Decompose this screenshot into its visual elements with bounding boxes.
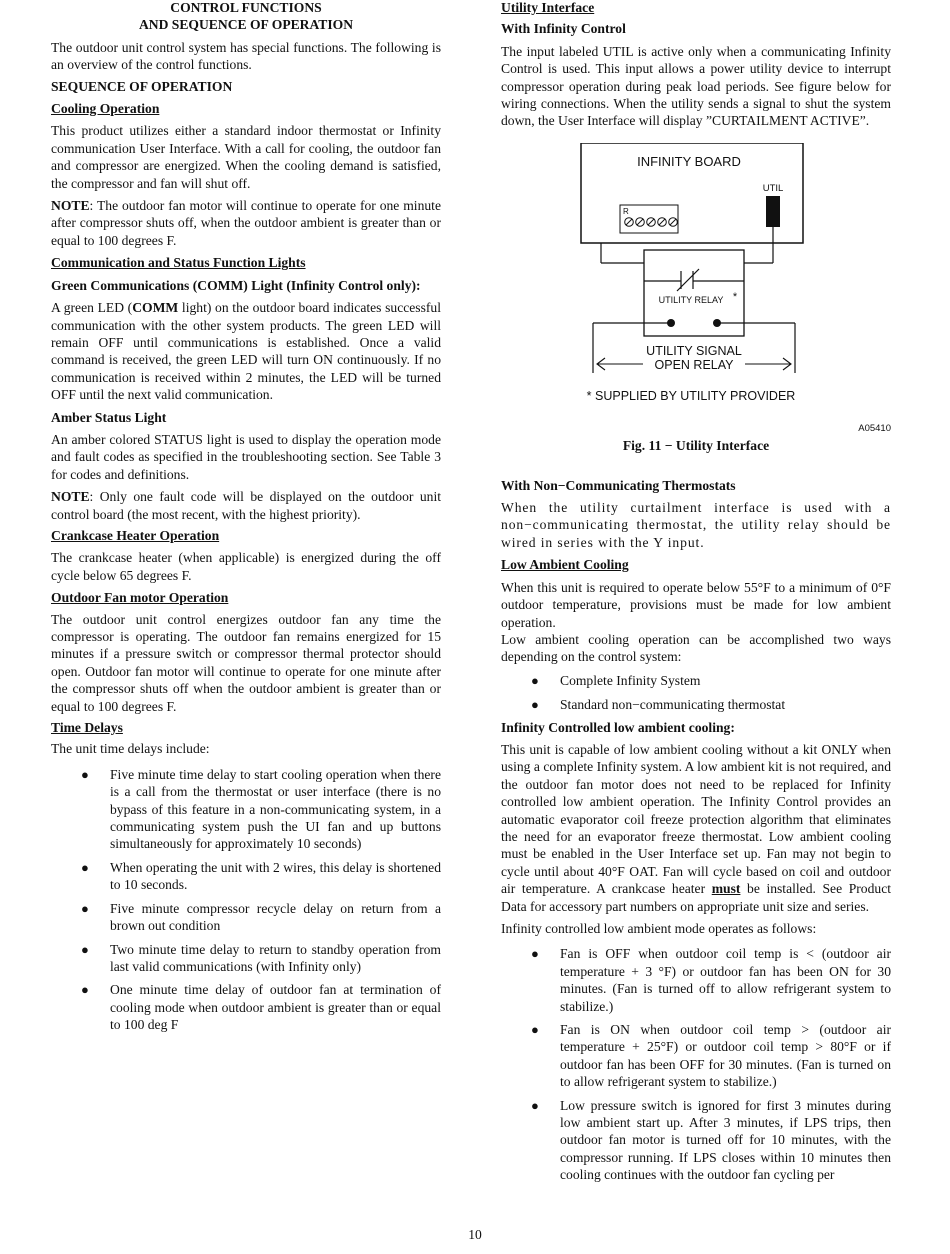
infinity-text-part: be installed. See Product Data for accessory part numbers on appropriate unit size and series. [501, 881, 892, 914]
non-communicating-text [501, 499, 891, 551]
sequence-heading: SEQUENCE OF OPERATION [51, 78, 233, 94]
infinity-board-label: INFINITY BOARD [637, 153, 741, 169]
list-item-text: When operating the unit with 2 wires, this delay is shortened to 10 seconds. [110, 859, 441, 893]
infinity-controlled-text [501, 741, 891, 915]
open-relay-label: OPEN RELAY [654, 357, 734, 372]
list-item [51, 859, 441, 894]
bullet-icon: ● [81, 859, 89, 875]
bullet-icon: ● [531, 1097, 539, 1113]
list-item-text: Complete Infinity System [560, 672, 701, 688]
crankcase-text: The crankcase heater (when applicable) is energized during the off cycle below 65 degrees F. [51, 550, 441, 583]
list-item-text: Low pressure switch is ignored for first 3 minutes during low ambient start up. After 3 minutes, if LPS trips, then outdoor fan motor is turned off for 10 minutes, with the compressor running. If LPS closes within 10 minutes then cooling continues with the outdoor fan cycling per [560, 1097, 891, 1183]
green-text-part: light) on the outdoor board indicates successful communication with the other system products. The green LED will remain OFF until communications is established. Once a valid command is received, the green LED will turn ON continuously. If no communication is received within 2 minutes, the LED will be turned OFF until the next valid communication. [51, 300, 441, 403]
list-item [501, 1021, 891, 1091]
utility-interface-heading: Utility Interface [501, 0, 595, 15]
non-communicating-heading: With Non−Communicating Thermostats [501, 477, 736, 493]
cooling-operation-text: This product utilizes either a standard indoor thermostat or Infinity communication User Interface. With a call for cooling, the outdoor fan and compressor are energized. When the cooling demand is satisfied, the compressor and fan will shut off. [51, 123, 441, 191]
terminal-screw-slot [659, 219, 665, 225]
page-number: 10 [468, 1227, 482, 1242]
low-ambient-ways: Low ambient cooling operation can be accomplished two ways depending on the control system: [501, 631, 891, 665]
note-cooling [51, 197, 441, 249]
list-item-text: Fan is OFF when outdoor coil temp is < (outdoor air temperature + 3 °F) or outdoor fan has been ON for 30 minutes. (Fan is turned off to allow refrigerant system to stabilize.) [560, 946, 891, 1014]
note-label: NOTE [51, 489, 90, 505]
low-ambient-mode-list [501, 945, 891, 1183]
utility-relay-label: UTILITY RELAY [658, 294, 724, 305]
green-comm-text [51, 299, 441, 403]
with-infinity-heading: With Infinity Control [501, 21, 626, 37]
amber-status-text: An amber colored STATUS light is used to display the operation mode and fault codes as specified in the troubleshooting section. See Table 3 for codes and definitions. [51, 431, 441, 482]
list-item [501, 945, 891, 1015]
terminal-screw-slot [670, 219, 676, 225]
utility-signal-label: UTILITY SIGNAL [646, 343, 742, 358]
left-column [51, 0, 441, 1034]
must-emphasis: must [711, 881, 741, 897]
outdoor-fan-heading: Outdoor Fan motor Operation [51, 590, 229, 606]
time-delays-intro: The unit time delays include: [51, 741, 210, 757]
note-label: NOTE [51, 198, 90, 214]
intro-paragraph: The outdoor unit control system has special functions. The following is an overview of the control functions. [51, 39, 441, 73]
supplied-by-note: * SUPPLIED BY UTILITY PROVIDER [586, 388, 796, 403]
list-item [51, 981, 441, 1033]
terminal-screws [625, 218, 678, 227]
bullet-icon: ● [531, 946, 539, 962]
list-item-text: Two minute time delay to return to standby operation from last valid communications (with Infinity only) [110, 941, 441, 974]
terminal-screw-slot [626, 219, 632, 225]
comm-status-heading: Communication and Status Function Lights [51, 255, 306, 271]
time-delays-list [51, 766, 441, 1034]
non-communicating-text-body: When the utility curtailment interface is used with a non−communicating thermostat, the utility relay should be wired in series with the Y input. [501, 500, 891, 550]
mode-intro: Infinity controlled low ambient mode operates as follows: [501, 921, 817, 936]
right-column [501, 0, 891, 1184]
section-title-line-1: CONTROL FUNCTIONS [170, 0, 322, 15]
low-ambient-text: When this unit is required to operate below 55°F to a minimum of 0°F outdoor temperature, provisions must be made for low ambient operation. [501, 579, 891, 630]
section-title-line-2: AND SEQUENCE OF OPERATION [138, 17, 354, 33]
figure-id: A05410 [858, 422, 891, 434]
green-comm-heading: Green Communications (COMM) Light (Infinity Control only): [51, 277, 421, 293]
list-item-text: Five minute compressor recycle delay on return from a brown out condition [110, 900, 441, 934]
time-delays-heading: Time Delays [51, 720, 123, 736]
list-item-text: One minute time delay of outdoor fan at termination of cooling mode when outdoor ambient is greater than or equal to 100 deg F [110, 982, 441, 1033]
bullet-icon: ● [531, 1022, 539, 1038]
bullet-icon: ● [81, 766, 89, 782]
comm-label: COMM [132, 300, 179, 316]
list-item [51, 766, 441, 853]
list-item [501, 672, 891, 689]
list-item-text: Five minute time delay to start cooling operation when there is a call from the thermostat or user interface (there is no bypass of this feature in a non-communicating system, in a communicating system push the UI fan and up buttons simultaneously for approximately 10 seconds) [110, 766, 441, 852]
amber-status-heading: Amber Status Light [51, 409, 167, 425]
low-ambient-options [501, 672, 891, 714]
relay-contact-slash [677, 269, 699, 291]
list-item [51, 941, 441, 976]
outdoor-fan-text: The outdoor unit control energizes outdoor fan any time the compressor is operating. The outdoor fan remains energized for 15 minutes if a pressure switch or compressor thermal protector should open. Outdoor fan motor will continue to operate for one minute after the compressor shuts off when the outdoor ambient is greater than or equal to 100 degrees F. [51, 611, 441, 714]
note-text: : Only one fault code will be displayed on the outdoor unit control board (the most recent, with the highest priority). [51, 489, 441, 522]
r-terminal-label: R [623, 206, 629, 216]
bullet-icon: ● [81, 982, 89, 998]
list-item [501, 1097, 891, 1184]
bullet-icon: ● [531, 672, 539, 688]
figure-caption: Fig. 11 − Utility Interface [622, 438, 770, 454]
utility-interface-figure [501, 143, 891, 421]
cooling-operation-heading: Cooling Operation [51, 101, 160, 117]
infinity-controlled-heading: Infinity Controlled low ambient cooling: [501, 719, 735, 735]
list-item [51, 900, 441, 935]
bullet-icon: ● [81, 941, 89, 957]
note-text: : The outdoor fan motor will continue to operate for one minute after compressor shuts off, when the outdoor ambient is greater than or equal to 100 degrees F. [51, 198, 441, 248]
bullet-icon: ● [531, 697, 539, 713]
infinity-text-part: This unit is capable of low ambient cooling without a kit ONLY when using a complete Infinity system. A low ambient kit is not required, and the outdoor fan motor does not need to be replaced for Infinity controlled low ambient operation. The Infinity Control provides an automatic evaporator coil freeze protection algorithm that eliminates the need for an evaporator freeze thermostat. Low ambient cooling must be enabled in the User Interface set up. Fan may not begin to cycle until about 40°F OAT. Fan will cycle based on coil and outdoor air temperature. A crankcase heater [501, 741, 891, 897]
utility-wiring-diagram [501, 143, 891, 421]
list-item-text: Fan is ON when outdoor coil temp > (outdoor air temperature + 25°F) or outdoor coil temp > 80°F or if outdoor fan has been OFF for 30 minutes. (Fan is turned on to allow refrigerant system to stabilize.) [560, 1022, 891, 1090]
utility-interface-text: The input labeled UTIL is active only when a communicating Infinity Control is used. This input allows a power utility device to interrupt compressor operation during peak load periods. See figure below for wiring connections. When the utility sends a signal to shut the system down, the User Interface will display ”CURTAILMENT ACTIVE”. [501, 43, 891, 129]
low-ambient-heading: Low Ambient Cooling [501, 557, 629, 573]
green-text-part: A green LED ( [51, 300, 133, 316]
list-item [501, 696, 891, 713]
util-terminal [766, 196, 780, 227]
list-item-text: Standard non−communicating thermostat [560, 697, 786, 713]
note-fault-code [51, 488, 441, 523]
terminal-screw-slot [648, 219, 654, 225]
util-label: UTIL [762, 182, 784, 194]
bullet-icon: ● [81, 900, 89, 916]
crankcase-heading: Crankcase Heater Operation [51, 527, 220, 543]
terminal-screw-slot [637, 219, 643, 225]
relay-asterisk: * [732, 290, 738, 303]
